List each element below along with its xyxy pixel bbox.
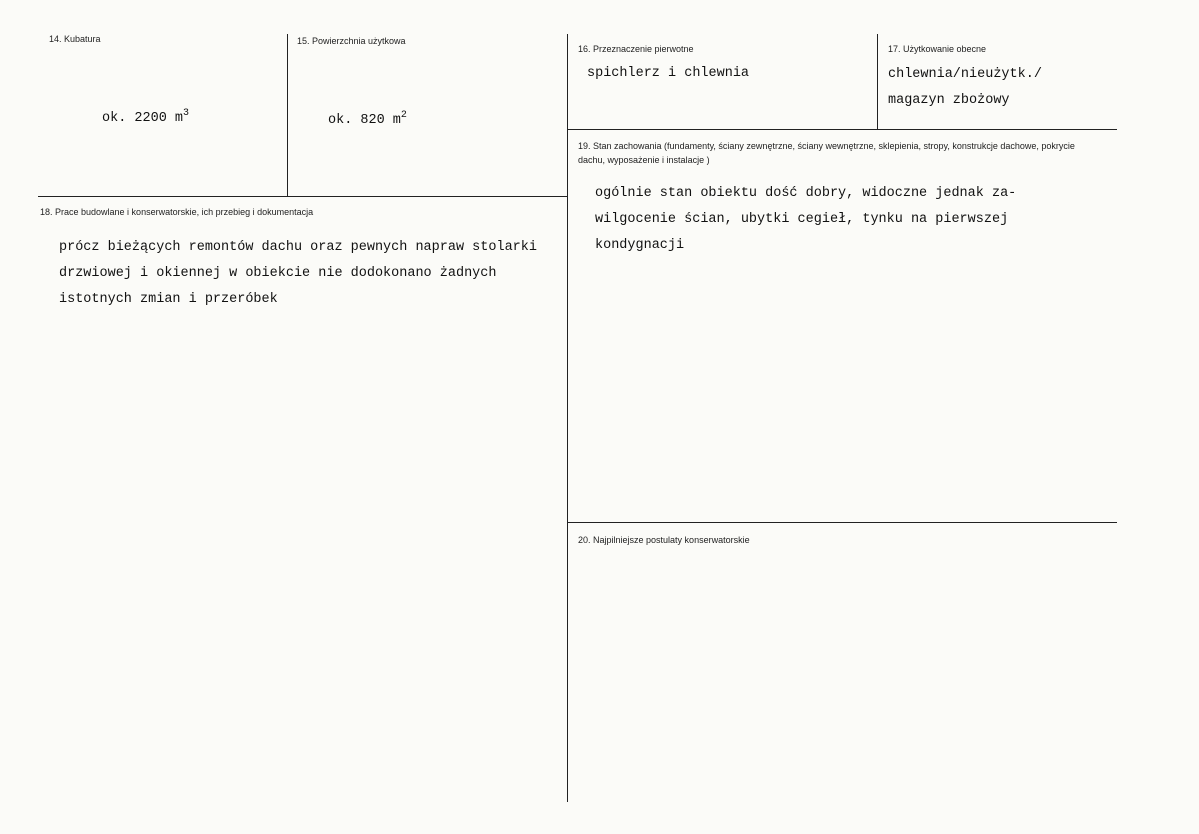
field-14-value [102,108,189,126]
field-20-label: 20. Najpilniejsze postulaty konserwatorskie [578,535,750,545]
field-18-label: 18. Prace budowlane i konserwatorskie, ich przebieg i dokumentacja [40,207,314,217]
field-14-label: 14. Kubatura [49,34,101,44]
field-19-line: ogólnie stan obiektu dość dobry, widoczne jednak za- [595,186,1017,201]
field-19-line: wilgocenie ścian, ubytki cegieł, tynku na pierwszej [595,212,1009,227]
field-17-label: 17. Użytkowanie obecne [888,44,987,54]
divider-left-top [38,196,568,197]
divider-right-top [567,129,1117,130]
field-18-line: istotnych zmian i przeróbek [59,292,278,307]
field-16-value: spichlerz i chlewnia [587,66,750,81]
field-19-label: 19. Stan zachowania (fundamenty, ściany zewnętrzne, ściany wewnętrzne, sklepienia, stropy, konstrukcje dachowe, pokrycie dachu, wyposażenie i instalacje ) [578,141,1075,165]
field-19-text [595,181,1016,259]
field-15-value-text: ok. 820 m [328,113,401,128]
field-17-line: chlewnia/nieużytk./ [888,67,1042,82]
divider-right-bottom [567,522,1117,523]
field-18-text [59,235,537,313]
field-14-unit-exponent: 3 [183,108,190,119]
divider-16-17 [877,34,878,130]
field-15-label: 15. Powierzchnia użytkowa [297,36,406,46]
field-15-unit-exponent: 2 [400,110,407,121]
field-17-line: magazyn zbożowy [888,93,1010,108]
field-18-line: drzwiowej i okiennej w obiekcie nie dodokonano żadnych [59,266,497,281]
field-15-value [328,110,407,128]
field-16-label: 16. Przeznaczenie pierwotne [578,44,694,54]
divider-14-15 [287,34,288,197]
field-14-value-text: ok. 2200 m [102,111,184,126]
field-19-line: kondygnacji [595,238,685,253]
divider-center [567,34,568,802]
field-17-value [888,62,1042,114]
field-18-line: prócz bieżących remontów dachu oraz pewnych napraw stolarki [59,240,537,255]
